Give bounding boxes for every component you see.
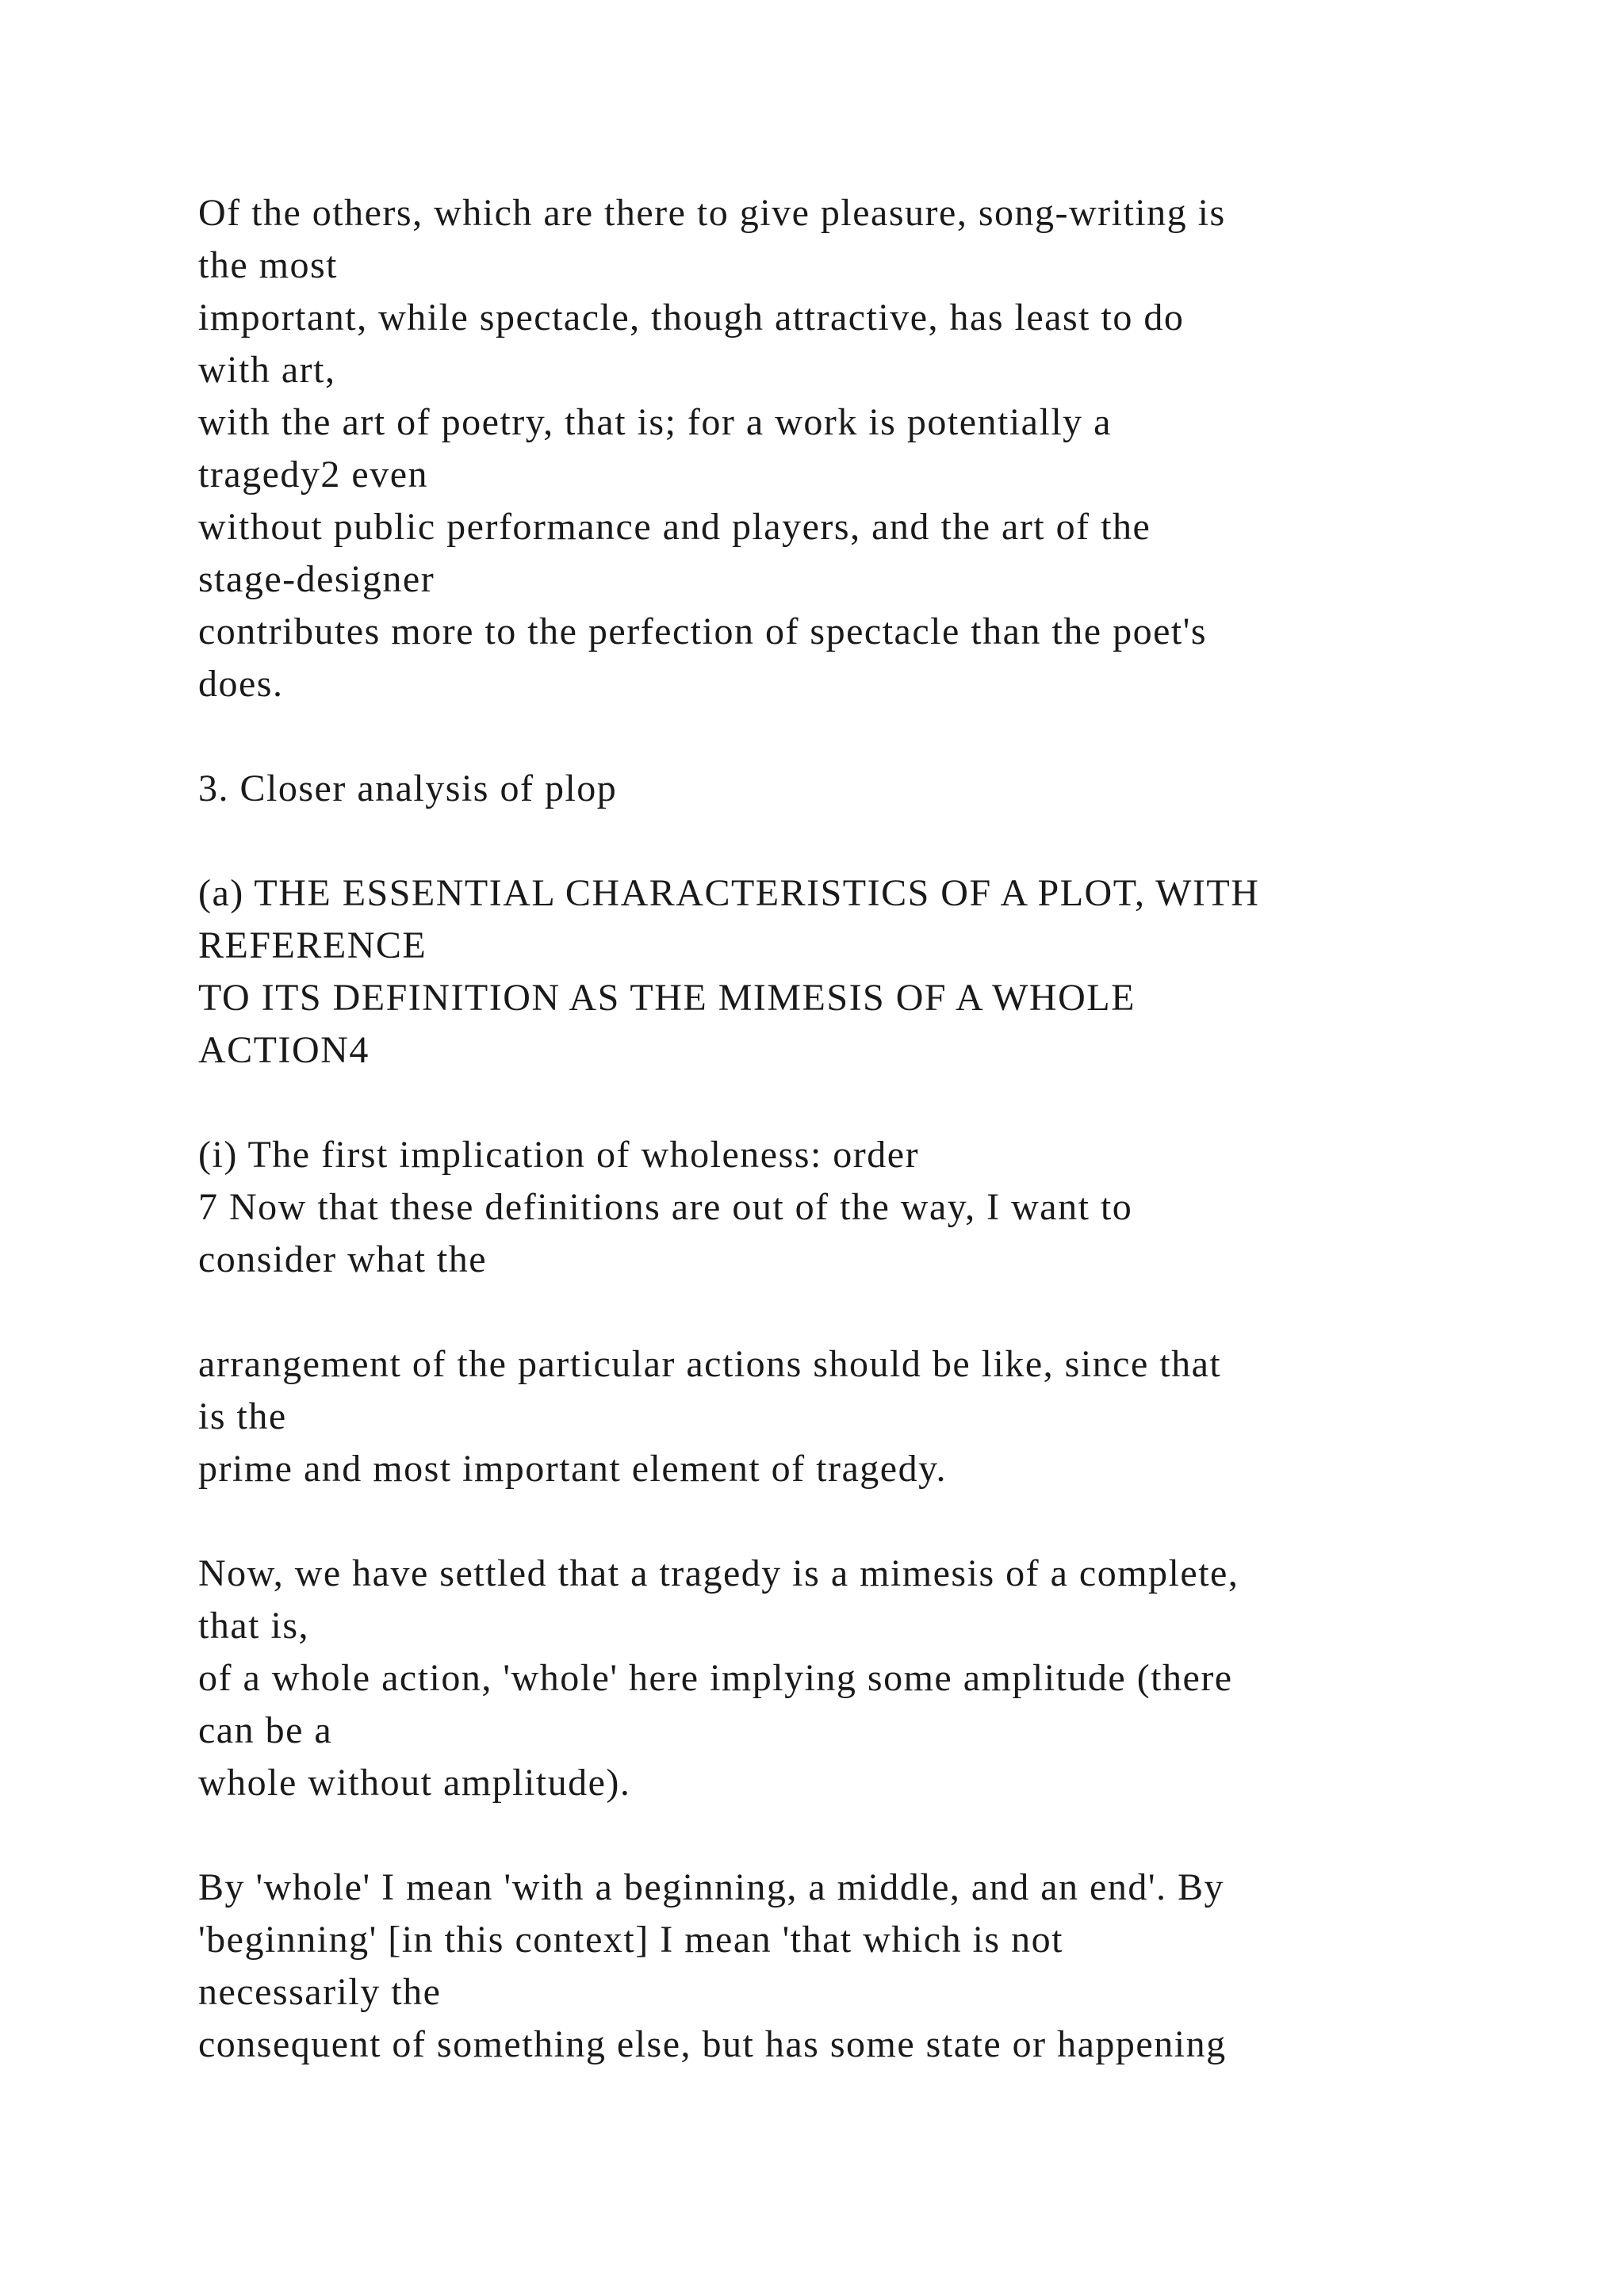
text-line: tragedy2 even: [198, 453, 429, 496]
text-line: Now, we have settled that a tragedy is a mimesis of a complete,: [198, 1552, 1239, 1594]
text-line: By 'whole' I mean 'with a beginning, a middle, and an end'. By: [198, 1866, 1225, 1908]
text-line: does.: [198, 663, 284, 705]
text-line: 7 Now that these definitions are out of the way, I want to: [198, 1186, 1133, 1228]
paragraph-gap: [198, 710, 1546, 763]
text-line: REFERENCE: [198, 924, 427, 966]
paragraph-order: [198, 1129, 1546, 1286]
text-line: without public performance and players, and the art of the: [198, 506, 1151, 548]
section-heading: [198, 763, 1546, 815]
paragraph-arrangement: [198, 1338, 1546, 1495]
paragraph-gap: [198, 1286, 1546, 1338]
text-line: with art,: [198, 349, 336, 391]
text-line: contributes more to the perfection of spectacle than the poet's: [198, 610, 1208, 652]
text-line: Of the others, which are there to give pleasure, song-writing is: [198, 192, 1226, 234]
text-line: whole without amplitude).: [198, 1762, 631, 1804]
text-line: ACTION4: [198, 1029, 370, 1071]
text-line: that is,: [198, 1605, 309, 1647]
paragraph-complete: [198, 1548, 1546, 1809]
document-body: [198, 187, 1546, 2071]
paragraph-gap: [198, 1495, 1546, 1548]
text-line: TO ITS DEFINITION AS THE MIMESIS OF A WHOLE: [198, 977, 1136, 1019]
text-line: 'beginning' [in this context] I mean 'that which is not: [198, 1919, 1063, 1961]
paragraph-gap: [198, 815, 1546, 867]
paragraph-gap: [198, 1809, 1546, 1862]
text-line: important, while spectacle, though attractive, has least to do: [198, 297, 1185, 339]
text-line: is the: [198, 1395, 287, 1437]
text-line: (i) The first implication of wholeness: order: [198, 1134, 920, 1176]
paragraph-pleasure: [198, 187, 1546, 710]
text-line: of a whole action, 'whole' here implying some amplitude (there: [198, 1657, 1233, 1699]
text-line: prime and most important element of tragedy.: [198, 1448, 947, 1490]
paragraph-whole: [198, 1862, 1546, 2071]
text-line: (a) THE ESSENTIAL CHARACTERISTICS OF A PLOT, WITH: [198, 872, 1260, 914]
text-line: can be a: [198, 1709, 333, 1751]
text-line: with the art of poetry, that is; for a work is potentially a: [198, 401, 1112, 443]
text-line: consider what the: [198, 1238, 488, 1280]
text-line: stage-designer: [198, 558, 435, 600]
text-line: arrangement of the particular actions should be like, since that: [198, 1343, 1222, 1385]
subsection-heading: [198, 867, 1546, 1077]
text-line: 3. Closer analysis of plop: [198, 767, 618, 809]
text-line: necessarily the: [198, 1971, 442, 2013]
paragraph-gap: [198, 1077, 1546, 1129]
text-line: the most: [198, 244, 338, 286]
text-line: consequent of something else, but has some state or happening: [198, 2023, 1227, 2065]
